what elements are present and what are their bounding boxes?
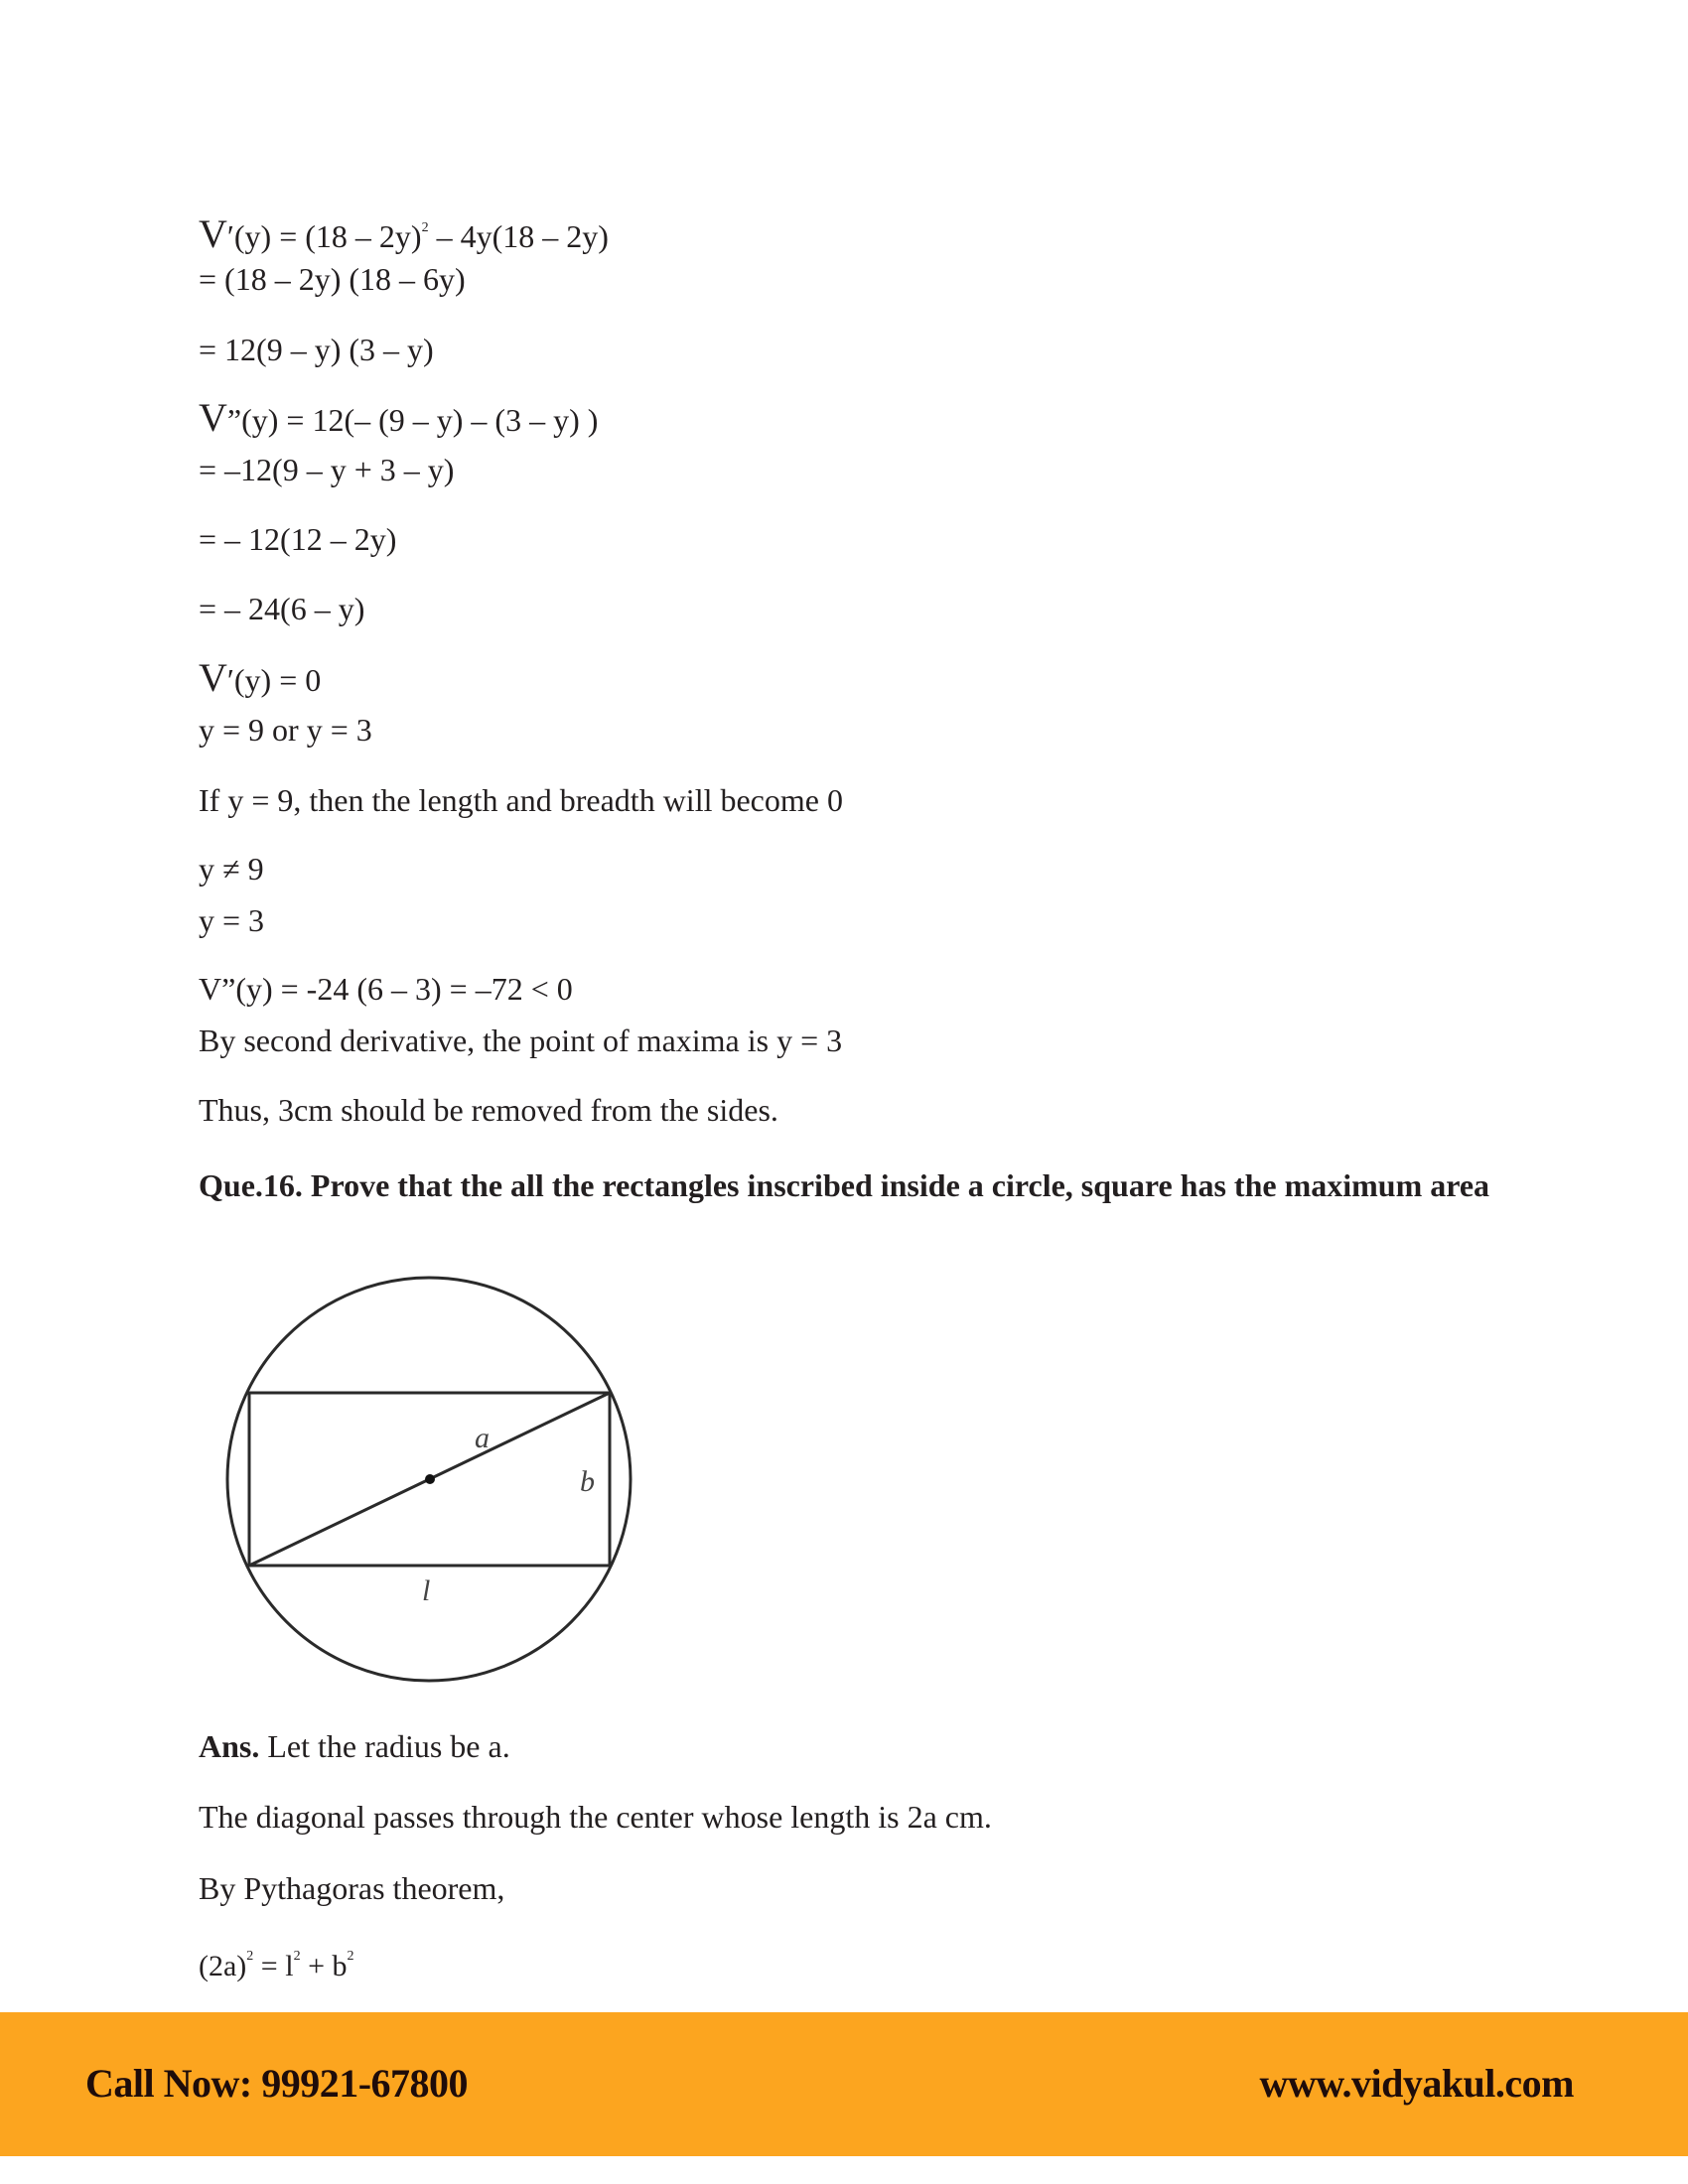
critical-point-equation bbox=[199, 655, 322, 700]
label-l: l bbox=[422, 1574, 431, 1607]
v-symbol: V bbox=[199, 395, 227, 440]
second-derivative-line-2: = –12(9 – y + 3 – y) bbox=[199, 452, 455, 487]
superscript: 2 bbox=[293, 1949, 301, 1964]
phone-contact[interactable]: Call Now: 99921-67800 bbox=[85, 2061, 469, 2106]
ans-label: Ans. bbox=[199, 1728, 260, 1764]
conclusion-text: Thus, 3cm should be removed from the sides. bbox=[199, 1092, 778, 1128]
expr-part: ”(y) = 12(– (9 – y) – (3 – y) ) bbox=[226, 402, 599, 438]
diagonal-statement: The diagonal passes through the center whose length is 2a cm. bbox=[199, 1799, 992, 1835]
solution-line: y = 3 bbox=[199, 902, 265, 938]
expr-part: (2a) bbox=[199, 1950, 247, 1982]
exclusion-line: y ≠ 9 bbox=[199, 851, 264, 887]
expr-part: – 4y(18 – 2y) bbox=[428, 218, 609, 254]
derivative-line-2: = (18 – 2y) (18 – 6y) bbox=[199, 261, 466, 297]
center-point bbox=[425, 1474, 435, 1484]
expr-part: ′(y) = 0 bbox=[226, 662, 322, 698]
question-16-title: Que.16. Prove that the all the rectangles inscribed inside a circle, square has the maximum area bbox=[199, 1167, 1490, 1203]
v-symbol: V bbox=[199, 655, 227, 700]
footer-banner bbox=[0, 2012, 1688, 2156]
pythagoras-equation bbox=[199, 1937, 353, 1986]
website-link[interactable]: www.vidyakul.com bbox=[1259, 2061, 1574, 2106]
answer-intro bbox=[199, 1726, 510, 1766]
maxima-statement: By second derivative, the point of maxima is y = 3 bbox=[199, 1023, 843, 1058]
label-a: a bbox=[475, 1422, 490, 1454]
second-derivative-evaluation: V”(y) = -24 (6 – 3) = –72 < 0 bbox=[199, 971, 573, 1007]
expr-part: + b bbox=[300, 1950, 348, 1982]
superscript: 2 bbox=[421, 220, 429, 235]
second-derivative-line-1 bbox=[199, 395, 599, 440]
superscript: 2 bbox=[347, 1949, 354, 1964]
second-derivative-line-3: = – 12(12 – 2y) bbox=[199, 521, 397, 557]
second-derivative-line-4: = – 24(6 – y) bbox=[199, 591, 365, 626]
v-symbol: V bbox=[199, 211, 227, 256]
expr-part: ′(y) = (18 – 2y) bbox=[226, 218, 422, 254]
ans-text: Let the radius be a. bbox=[259, 1728, 510, 1764]
pythagoras-statement: By Pythagoras theorem, bbox=[199, 1870, 505, 1906]
label-b: b bbox=[580, 1465, 595, 1498]
circle-rectangle-diagram bbox=[223, 1271, 640, 1688]
condition-text: If y = 9, then the length and breadth will become 0 bbox=[199, 782, 843, 818]
superscript: 2 bbox=[246, 1949, 254, 1964]
derivative-line-3: = 12(9 – y) (3 – y) bbox=[199, 332, 434, 367]
critical-points: y = 9 or y = 3 bbox=[199, 712, 372, 748]
expr-part: = l bbox=[253, 1950, 294, 1982]
derivative-line-1 bbox=[199, 208, 609, 256]
